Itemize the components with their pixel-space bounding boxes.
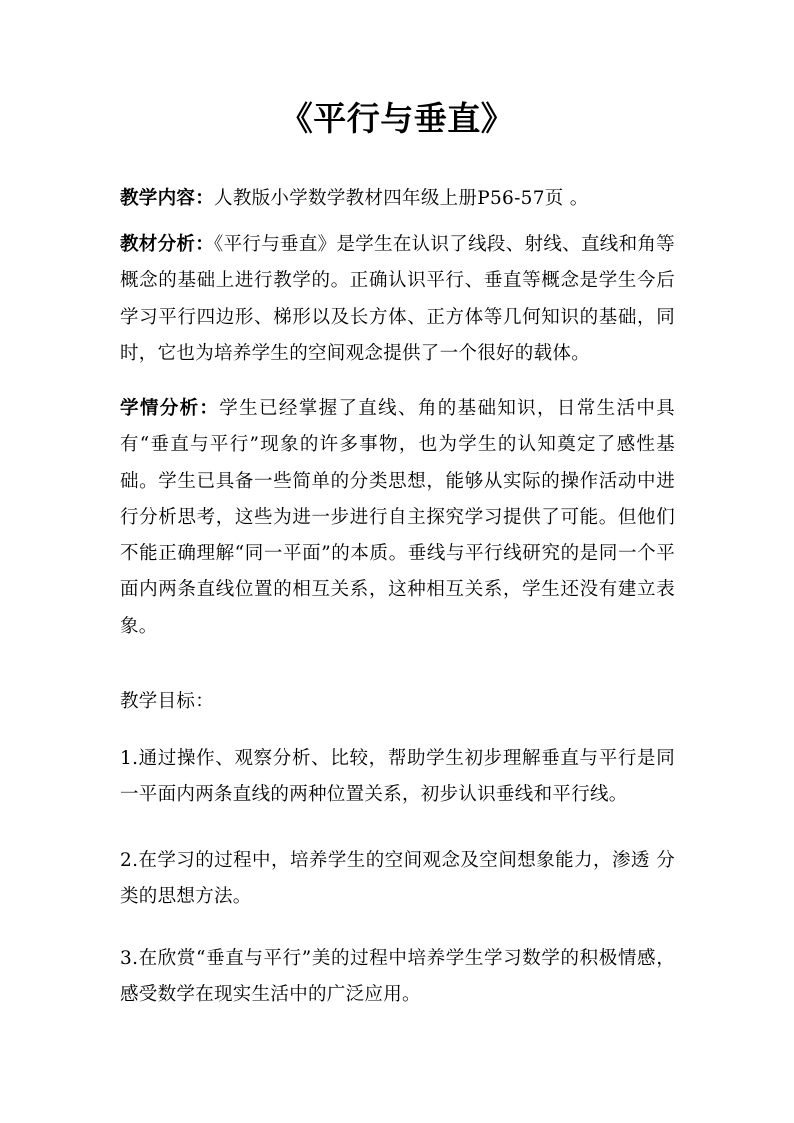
student-analysis-paragraph bbox=[120, 391, 675, 645]
goal-item-1: 1.通过操作、观察分析、比较，帮助学生初步理解垂直与平行是同一平面内两条直线的两种位置关系，初步认识垂线和平行线。 bbox=[120, 748, 675, 806]
goal-item-2: 2.在学习的过程中，培养学生的空间观念及空间想象能力，渗透 分类的思想方法。 bbox=[120, 850, 675, 908]
teaching-content-text: 人教版小学数学教材四年级上册P56-57页 。 bbox=[214, 188, 589, 209]
teaching-content-paragraph bbox=[120, 181, 675, 217]
goal-item-3: 3.在欣赏“垂直与平行”美的过程中培养学生学习数学的积极情感，感受数学在现实生活中的广泛应用。 bbox=[120, 948, 675, 1006]
material-analysis-label: 教材分析： bbox=[120, 234, 215, 255]
student-analysis-label: 学情分析： bbox=[120, 398, 220, 419]
material-analysis-paragraph bbox=[120, 227, 675, 372]
student-analysis-text: 学生已经掌握了直线、角的基础知识，日常生活中具有“垂直与平行”现象的许多事物，也为学生的认知奠定了感性基础。学生已具备一些简单的分类思想，能够从实际的操作活动中进行分析思考，这些为进一步进行自主探究学习提供了可能。但他们不能正确理解“同一平面”的本质。垂线与平行线研究的是同一个平面内两条直线位置的相互关系，这种相互关系，学生还没有建立表象。 bbox=[120, 398, 675, 637]
teaching-goals-heading: 教学目标： bbox=[120, 691, 215, 712]
teaching-content-label: 教学内容： bbox=[120, 188, 215, 209]
material-analysis-text: 《平行与垂直》是学生在认识了线段、射线、直线和角等概念的基础上进行教学的。正确认识平行、垂直等概念是学生今后学习平行四边形、梯形以及长方体、正方体等几何知识的基础，同时，它也为培养学生的空间观念提供了一个很好的载体。 bbox=[120, 234, 675, 364]
document-title: 《平行与垂直》 bbox=[279, 99, 515, 138]
